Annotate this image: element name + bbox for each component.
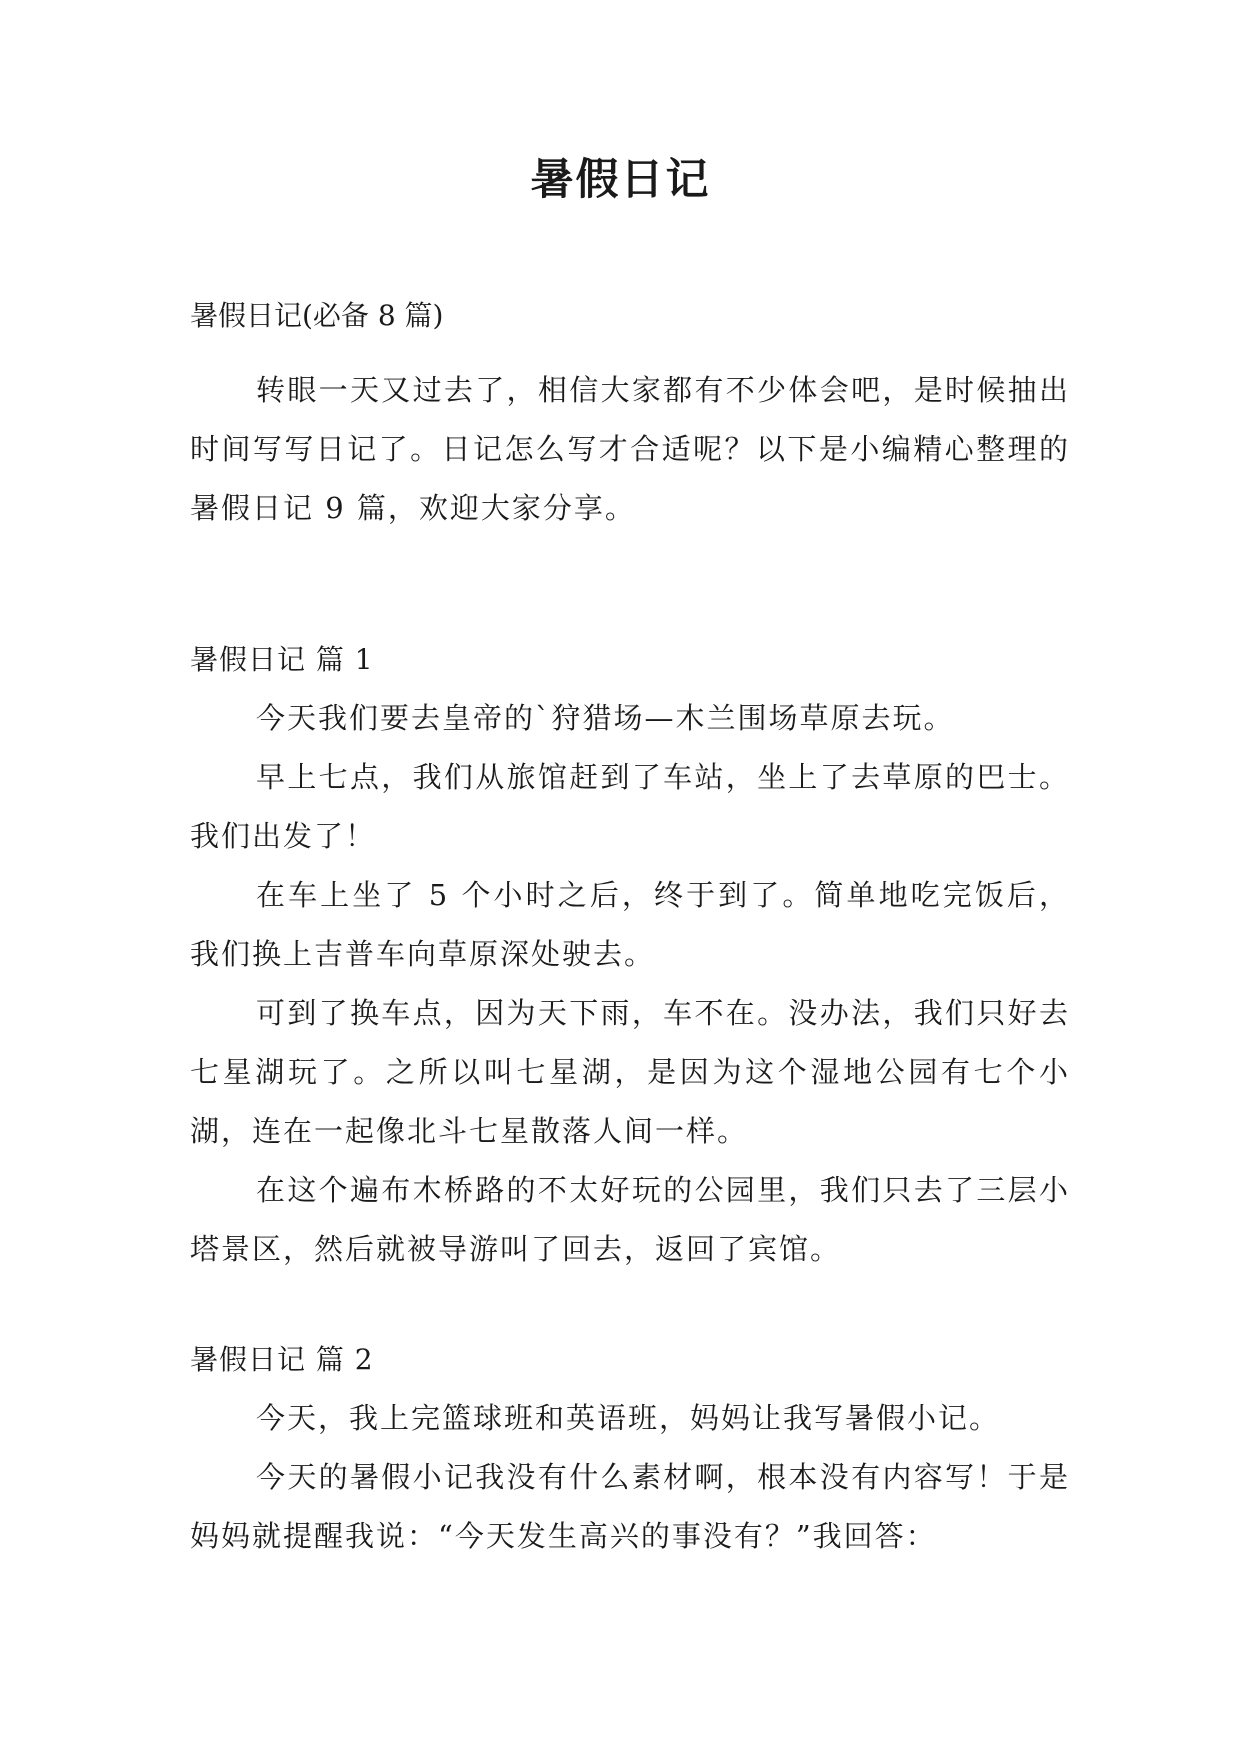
section-body-2 <box>190 1389 1070 1566</box>
paragraph: 今天的暑假小记我没有什么素材啊，根本没有内容写！于是妈妈就提醒我说：“今天发生高兴的事没有？”我回答： <box>190 1460 1070 1553</box>
paragraph: 今天我们要去皇帝的`狩猎场—木兰围场草原去玩。 <box>256 701 955 735</box>
section-body-1 <box>190 689 1070 1279</box>
paragraph: 可到了换车点，因为天下雨，车不在。没办法，我们只好去七星湖玩了。之所以叫七星湖，是因为这个湿地公园有七个小湖，连在一起像北斗七星散落人间一样。 <box>190 996 1070 1148</box>
intro-block <box>190 361 1070 538</box>
document-subtitle: 暑假日记(必备 8 篇) <box>190 299 444 332</box>
paragraph: 早上七点，我们从旅馆赶到了车站，坐上了去草原的巴士。我们出发了！ <box>190 760 1070 853</box>
paragraph: 今天，我上完篮球班和英语班，妈妈让我写暑假小记。 <box>256 1401 1001 1435</box>
document-title: 暑假日记 <box>530 155 711 205</box>
paragraph: 在这个遍布木桥路的不太好玩的公园里，我们只去了三层小塔景区，然后就被导游叫了回去，返回了宾馆。 <box>190 1173 1070 1266</box>
section-heading-2: 暑假日记 篇 2 <box>190 1343 374 1376</box>
paragraph: 在车上坐了 5 个小时之后，终于到了。简单地吃完饭后，我们换上吉普车向草原深处驶去。 <box>190 878 1070 971</box>
section-heading-1: 暑假日记 篇 1 <box>190 643 374 676</box>
intro-paragraph: 转眼一天又过去了，相信大家都有不少体会吧，是时候抽出时间写写日记了。日记怎么写才合适呢？以下是小编精心整理的暑假日记 9 篇，欢迎大家分享。 <box>190 373 1070 525</box>
